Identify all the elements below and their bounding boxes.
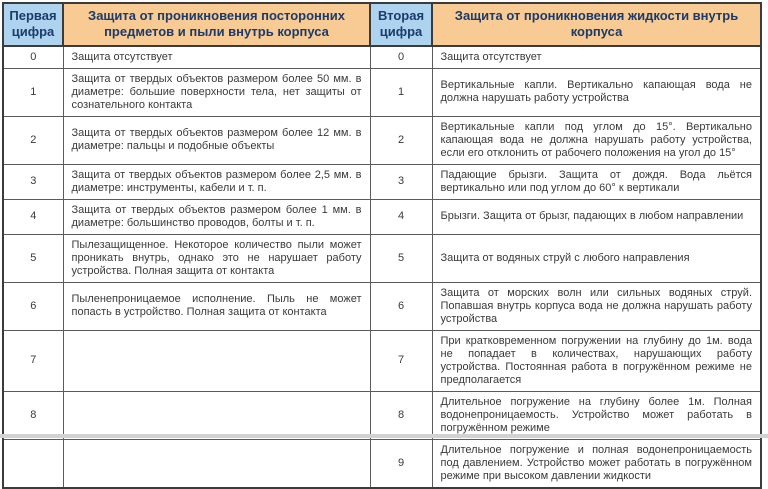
solids-protection-cell: Защита от твердых объектов размером более 50 мм. в диаметре: большие поверхности тела, нет защиты от сознательного контакта	[63, 68, 370, 116]
solids-protection-cell	[63, 391, 370, 439]
liquids-protection-cell: Брызги. Защита от брызг, падающих в любом направлении	[432, 199, 761, 234]
solids-protection-cell: Защита от твердых объектов размером более 12 мм. в диаметре: пальцы и подобные объекты	[63, 116, 370, 164]
header-liquids-protection: Защита от проникновения жидкости внутрь корпуса	[432, 3, 761, 46]
solids-protection-cell: Защита от твердых объектов размером более 2,5 мм. в диаметре: инструменты, кабели и т. п.	[63, 164, 370, 199]
liquids-protection-cell: Падающие брызги. Защита от дождя. Вода льётся вертикально или под углом до 60° к вертикали	[432, 164, 761, 199]
second-digit-cell: 9	[370, 439, 432, 488]
second-digit-cell: 2	[370, 116, 432, 164]
first-digit-cell: 8	[3, 391, 63, 439]
liquids-protection-cell: Защита от морских волн или сильных водяных струй. Попавшая внутрь корпуса вода не должна нарушать работу устройства	[432, 282, 761, 330]
table-row	[3, 330, 761, 391]
liquids-protection-cell: Защита от водяных струй с любого направления	[432, 234, 761, 282]
second-digit-cell: 6	[370, 282, 432, 330]
solids-protection-cell	[63, 330, 370, 391]
second-digit-cell: 8	[370, 391, 432, 439]
first-digit-cell: 6	[3, 282, 63, 330]
table-body	[3, 46, 761, 488]
first-digit-cell	[3, 439, 63, 488]
liquids-protection-cell: Вертикальные капли. Вертикально капающая вода не должна нарушать работу устройства	[432, 68, 761, 116]
table-row	[3, 116, 761, 164]
header-solids-protection: Защита от проникновения посторонних предметов и пыли внутрь корпуса	[63, 3, 370, 46]
page-bottom-edge	[0, 434, 768, 438]
solids-protection-cell: Пылезащищенное. Некоторое количество пыли может проникать внутрь, однако это не нарушает работу устройства. Полная защита от контакта	[63, 234, 370, 282]
first-digit-cell: 2	[3, 116, 63, 164]
solids-protection-cell	[63, 439, 370, 488]
first-digit-cell: 3	[3, 164, 63, 199]
table-row	[3, 68, 761, 116]
second-digit-cell: 1	[370, 68, 432, 116]
liquids-protection-cell: Вертикальные капли под углом до 15°. Вертикально капающая вода не должна нарушать работу устройства, если его отклонить от рабочего положения на угол до 15°	[432, 116, 761, 164]
header-row	[3, 3, 761, 46]
table-row	[3, 439, 761, 488]
table-row	[3, 234, 761, 282]
table-row	[3, 282, 761, 330]
first-digit-cell: 0	[3, 46, 63, 69]
first-digit-cell: 4	[3, 199, 63, 234]
first-digit-cell: 1	[3, 68, 63, 116]
first-digit-cell: 7	[3, 330, 63, 391]
liquids-protection-cell: Защита отсутствует	[432, 46, 761, 69]
liquids-protection-cell: Длительное погружение и полная водонепроницаемость под давлением. Устройство может работать в погружённом режиме при высоком давлении жидкости	[432, 439, 761, 488]
second-digit-cell: 3	[370, 164, 432, 199]
solids-protection-cell: Защита от твердых объектов размером более 1 мм. в диаметре: большинство проводов, болты и т. п.	[63, 199, 370, 234]
header-second-digit: Вторая цифра	[370, 3, 432, 46]
table-row	[3, 46, 761, 69]
table-row	[3, 391, 761, 439]
second-digit-cell: 0	[370, 46, 432, 69]
second-digit-cell: 7	[370, 330, 432, 391]
header-first-digit: Первая цифра	[3, 3, 63, 46]
second-digit-cell: 4	[370, 199, 432, 234]
table-row	[3, 199, 761, 234]
first-digit-cell: 5	[3, 234, 63, 282]
second-digit-cell: 5	[370, 234, 432, 282]
solids-protection-cell: Пыленепроницаемое исполнение. Пыль не может попасть в устройство. Полная защита от контакта	[63, 282, 370, 330]
ip-rating-table	[2, 2, 762, 489]
ip-rating-page	[2, 2, 762, 489]
solids-protection-cell: Защита отсутствует	[63, 46, 370, 69]
liquids-protection-cell: При кратковременном погружении на глубину до 1м. вода не попадает в количествах, нарушающих работу устройства. Постоянная работа в погружённом режиме не предполагается	[432, 330, 761, 391]
liquids-protection-cell: Длительное погружение на глубину более 1м. Полная водонепроницаемость. Устройство может работать в погружённом режиме	[432, 391, 761, 439]
table-row	[3, 164, 761, 199]
